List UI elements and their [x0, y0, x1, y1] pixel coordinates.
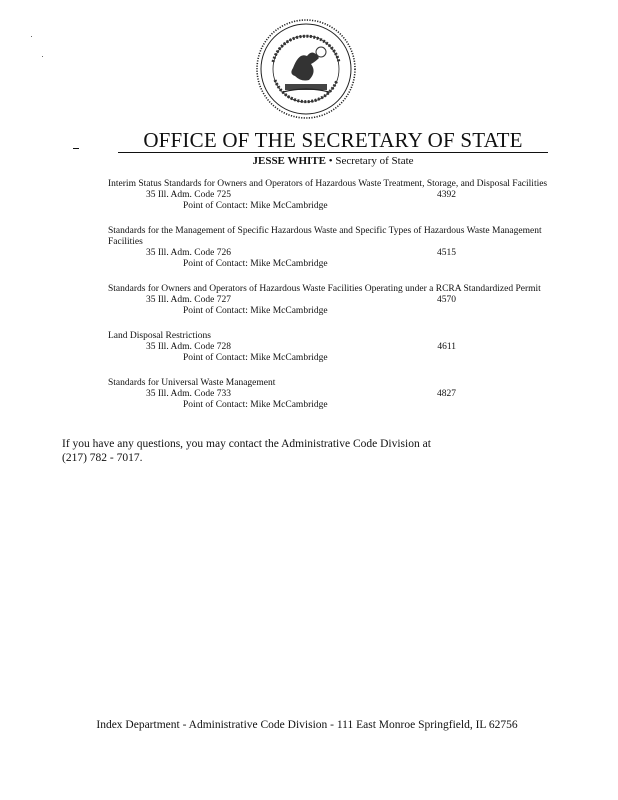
secretary-role: Secretary of State [335, 155, 414, 167]
rule-entry [108, 179, 548, 212]
rule-title: Land Disposal Restrictions [108, 331, 211, 341]
rule-entry [108, 226, 548, 270]
rule-code-text: 35 Ill. Adm. Code 727 [146, 295, 231, 305]
scan-speck [31, 36, 32, 37]
rule-code-text: 35 Ill. Adm. Code 733 [146, 389, 231, 399]
rule-title: Standards for the Management of Specific Hazardous Waste and Specific Types of Hazardous Waste Management Facilities [108, 226, 542, 247]
rule-contact: Point of Contact: Mike McCambridge [183, 306, 328, 316]
rule-code-text: 35 Ill. Adm. Code 726 [146, 248, 231, 258]
scan-speck [42, 56, 43, 57]
rule-page-number: 4570 [437, 295, 456, 305]
header-rule [118, 152, 548, 153]
rule-code [108, 342, 548, 353]
rule-page-number: 4611 [437, 342, 456, 352]
rule-list [108, 179, 548, 425]
contact-note [62, 437, 542, 465]
office-title: OFFICE OF THE SECRETARY OF STATE [143, 128, 523, 152]
state-seal-image [255, 18, 357, 120]
secretary-name: JESSE WHITE [252, 155, 326, 167]
rule-entry [108, 378, 548, 411]
rule-contact: Point of Contact: Mike McCambridge [183, 201, 328, 211]
rule-code [108, 248, 548, 259]
rule-contact: Point of Contact: Mike McCambridge [183, 353, 328, 363]
rule-code-text: 35 Ill. Adm. Code 728 [146, 342, 231, 352]
rule-code [108, 295, 548, 306]
contact-note-line: If you have any questions, you may contact the Administrative Code Division at [62, 438, 431, 450]
footer-address: Index Department - Administrative Code Division - 111 East Monroe Springfield, IL 62756 [96, 719, 518, 731]
rule-code [108, 190, 548, 201]
rule-entry [108, 284, 548, 317]
rule-contact: Point of Contact: Mike McCambridge [183, 259, 328, 269]
contact-phone: (217) 782 - 7017. [62, 452, 143, 464]
rule-page-number: 4827 [437, 389, 456, 399]
rule-title: Standards for Owners and Operators of Hazardous Waste Facilities Operating under a RCRA Standardized Permit [108, 284, 541, 294]
rule-entry [108, 331, 548, 364]
separator-bullet: • [328, 155, 333, 167]
rule-page-number: 4392 [437, 190, 456, 200]
margin-mark [73, 148, 79, 149]
rule-page-number: 4515 [437, 248, 456, 258]
rule-title: Interim Status Standards for Owners and Operators of Hazardous Waste Treatment, Storage, and Disposal Facilities [108, 179, 548, 189]
rule-code [108, 389, 548, 400]
secretary-line [118, 155, 548, 167]
rule-title: Standards for Universal Waste Management [108, 378, 276, 388]
rule-code-text: 35 Ill. Adm. Code 725 [146, 190, 231, 200]
rule-contact: Point of Contact: Mike McCambridge [183, 400, 328, 410]
